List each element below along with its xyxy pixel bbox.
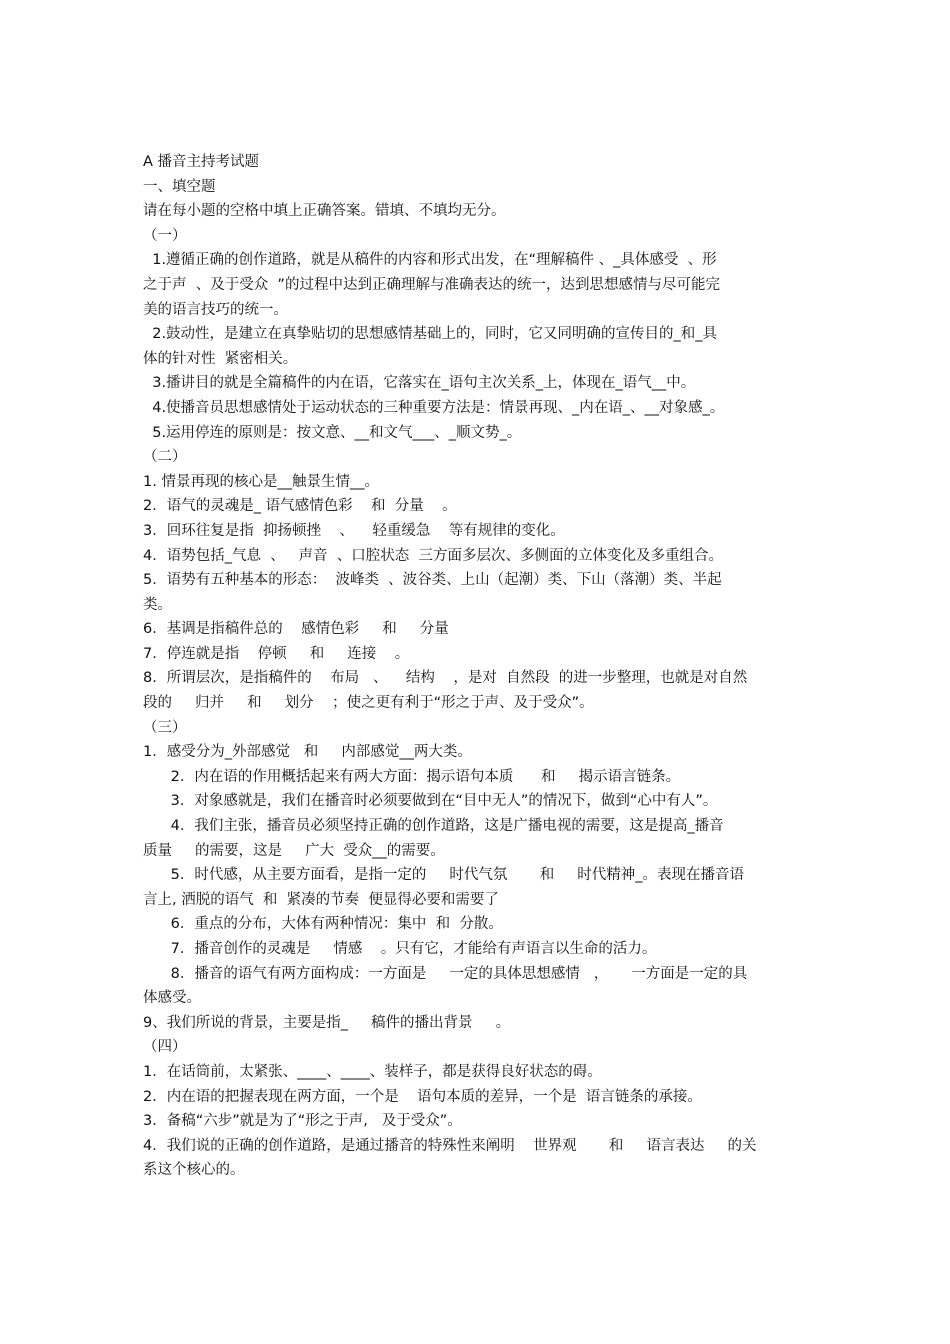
text-line: 7．停连就是指 停顿 和 连接 。	[143, 645, 410, 662]
part-heading-4: （四）	[143, 1039, 187, 1056]
text-line: 5．语势有五种基本的形态： 波峰类 、波谷类、上山（起潮）类、下山（落潮）类、半起	[143, 572, 722, 589]
text-line: 3．回环往复是指 抑扬顿挫 、 轻重缓急 等有规律的变化。	[143, 522, 565, 539]
text-line: 6．基调是指稿件总的 感情色彩 和 分量	[143, 621, 449, 638]
section-heading: 一、填空题	[143, 178, 216, 195]
text-line: 1. 情景再现的核心是__触景生情__。	[143, 473, 379, 490]
text-line: 7．播音创作的灵魂是 情感 。只有它，才能给有声语言以生命的活力。	[143, 941, 657, 957]
text-line: 体的针对性 紧密相关。	[143, 350, 298, 367]
text-line: 8．所谓层次，是指稿件的 布局 、 结构 ，是对 自然段 的进一步整理，也就是对自然	[143, 670, 748, 687]
text-line: 2．内在语的作用概括起来有两大方面：揭示语句本质 和 揭示语言链条。	[143, 768, 681, 785]
doc-title: A 播音主持考试题	[143, 154, 260, 170]
text-line: 5.运用停连的原则是：按文意、__和文气___、_顺文势_。	[143, 424, 522, 441]
text-line: 2．内在语的把握表现在两方面，一个是 语句本质的差异，一个是 语言链条的承接。	[143, 1088, 702, 1105]
text-line: 美的语言技巧的统一。	[143, 301, 288, 318]
text-line: 4．我们说的正确的创作道路，是通过播音的特殊性来阐明 世界观 和 语言表达 的关	[143, 1137, 757, 1154]
text-line: 4.使播音员思想感情处于运动状态的三种重要方法是：情景再现、_内在语_、__对象感_。	[143, 399, 725, 416]
text-line: 8．播音的语气有两方面构成：一方面是 一定的具体思想感情 ， 一方面是一定的具	[143, 965, 748, 982]
text-line: 1.遵循正确的创作道路，就是从稿件的内容和形式出发，在“理解稿件 、_具体感受 、形	[143, 252, 717, 269]
text-line: 质量 的需要，这是 广大 受众__的需要。	[143, 842, 445, 859]
text-line: 3．对象感就是，我们在播音时必须要做到在“目中无人”的情况下，做到“心中有人”。	[143, 793, 718, 810]
document-page	[143, 150, 811, 1183]
text-line: 段的 归并 和 划分 ；使之更有利于“形之于声、及于受众”。	[143, 695, 594, 712]
text-line: 1．感受分为_外部感觉 和 内部感觉__两大类。	[143, 744, 472, 761]
text-line: 5．时代感，从主要方面看，是指一定的 时代气氛 和 时代精神_。表现在播音语	[143, 867, 744, 884]
text-line: 4．我们主张，播音员必须坚持正确的创作道路，这是广播电视的需要，这是提高_播音	[143, 818, 724, 835]
part-heading-3: （三）	[143, 719, 187, 736]
text-line: 4．语势包括_气息 、 声音 、口腔状态 三方面多层次、多侧面的立体变化及多重组合。	[143, 547, 723, 564]
part-heading-1: （一）	[143, 227, 187, 244]
text-line: 6．重点的分布，大体有两种情况：集中 和 分散。	[143, 916, 503, 933]
text-line: 类。	[143, 596, 172, 613]
text-line: 3.播讲目的就是全篇稿件的内在语，它落实在_语句主次关系_上，体现在_语气__中。	[143, 375, 696, 392]
text-line: 3．备稿“六步”就是为了“形之于声, 及于受众”。	[143, 1113, 462, 1130]
text-line: 1．在话筒前，太紧张、____、____、装样子，都是获得良好状态的碍。	[143, 1063, 602, 1080]
text-line: 之于声 、及于受众 ”的过程中达到正确理解与准确表达的统一，达到思想感情与尽可能完	[143, 276, 720, 293]
text-line: 2.鼓动性，是建立在真挚贴切的思想感情基础上的，同时，它又同明确的宣传目的_和_具	[143, 326, 718, 343]
text-line: 体感受。	[143, 990, 201, 1007]
text-line: 2．语气的灵魂是_ 语气感情色彩 和 分量 。	[143, 498, 457, 515]
text-line: 言上, 洒脱的语气 和 紧凑的节奏 便显得必要和需要了	[143, 891, 499, 908]
text-line: 9、我们所说的背景，主要是指_ 稿件的播出背景 。	[143, 1014, 511, 1031]
part-heading-2: （二）	[143, 449, 187, 466]
text-line: 系这个核心的。	[143, 1162, 245, 1179]
instructions: 请在每小题的空格中填上正确答案。错填、不填均无分。	[143, 203, 506, 220]
